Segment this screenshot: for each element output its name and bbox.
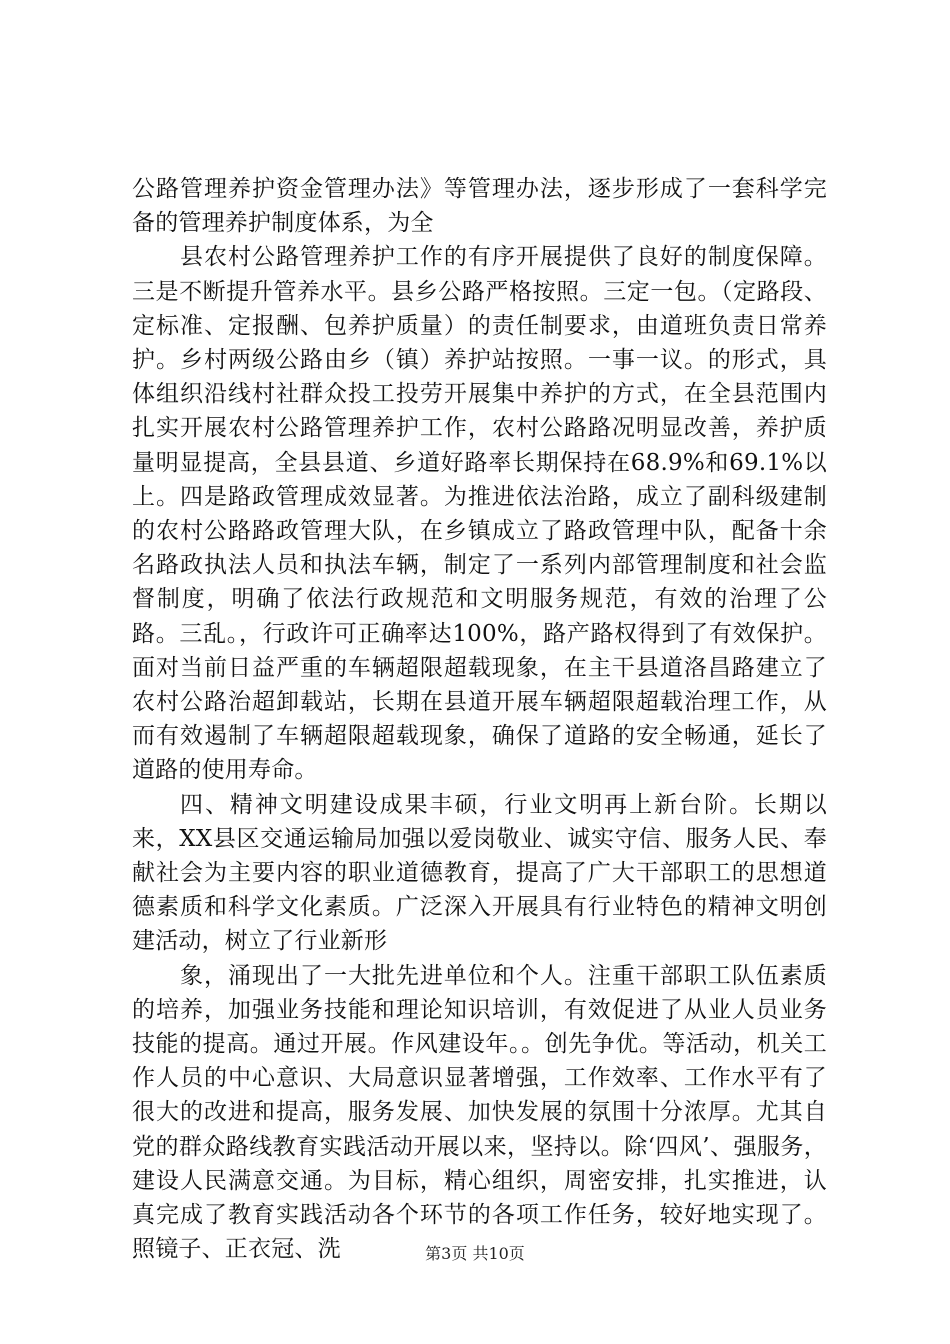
paragraph-4: 象，涌现出了一大批先进单位和个人。注重干部职工队伍素质的培养，加强业务技能和理论知识培训，有效促进了从业人员业务技能的提高。通过开展。作风建设年。。创先争优。等活动，机关工作人员的中心意识、大局意识显著增强，工作效率、工作水平有了很大的改进和提高，服务发展、加快发展的氛围十分浓厚。尤其自党的群众路线教育实践活动开展以来，坚持以。除‘四风’、强服务，建设人民满意交通。为目标，精心组织，周密安排，扎实推进，认真完成了教育实践活动各个环节的各项工作任务，较好地实现了。照镜子、正衣冠、洗 [132,962,827,1263]
paragraph-1: 公路管理养护资金管理办法》等管理办法，逐步形成了一套科学完备的管理养护制度体系，为全 [132,176,827,237]
document-body [132,172,827,1267]
paragraph-2: 县农村公路管理养护工作的有序开展提供了良好的制度保障。三是不断提升管养水平。县乡公路严格按照。三定一包。（定路段、定标准、定报酬、包养护质量）的责任制要求，由道班负责日常养护。乡村两级公路由乡（镇）养护站按照。一事一议。的形式，具体组织沿线村社群众投工投劳开展集中养护的方式，在全县范围内扎实开展农村公路管理养护工作，农村公路路况明显改善，养护质量明显提高，全县县道、乡道好路率长期保持在68.9%和69.1%以上。四是路政管理成效显著。为推进依法治路，成立了副科级建制的农村公路路政管理大队，在乡镇成立了路政管理中队，配备十余名路政执法人员和执法车辆，制定了一系列内部管理制度和社会监督制度，明确了依法行政规范和文明服务规范，有效的治理了公路。三乱。，行政许可正确率达100%，路产路权得到了有效保护。面对当前日益严重的车辆超限超载现象，在主干县道洛昌路建立了农村公路治超卸载站，长期在县道开展车辆超限超载治理工作，从而有效遏制了车辆超限超载现象，确保了道路的安全畅通，延长了道路的使用寿命。 [132,244,827,784]
page-number: 第3页 共10页 [425,1244,525,1263]
paragraph-3: 四、精神文明建设成果丰硕，行业文明再上新台阶。长期以来，XX县区交通运输局加强以爱岗敬业、诚实守信、服务人民、奉献社会为主要内容的职业道德教育，提高了广大干部职工的思想道德素质和科学文化素质。广泛深入开展具有行业特色的精神文明创建活动，树立了行业新形 [132,791,827,955]
